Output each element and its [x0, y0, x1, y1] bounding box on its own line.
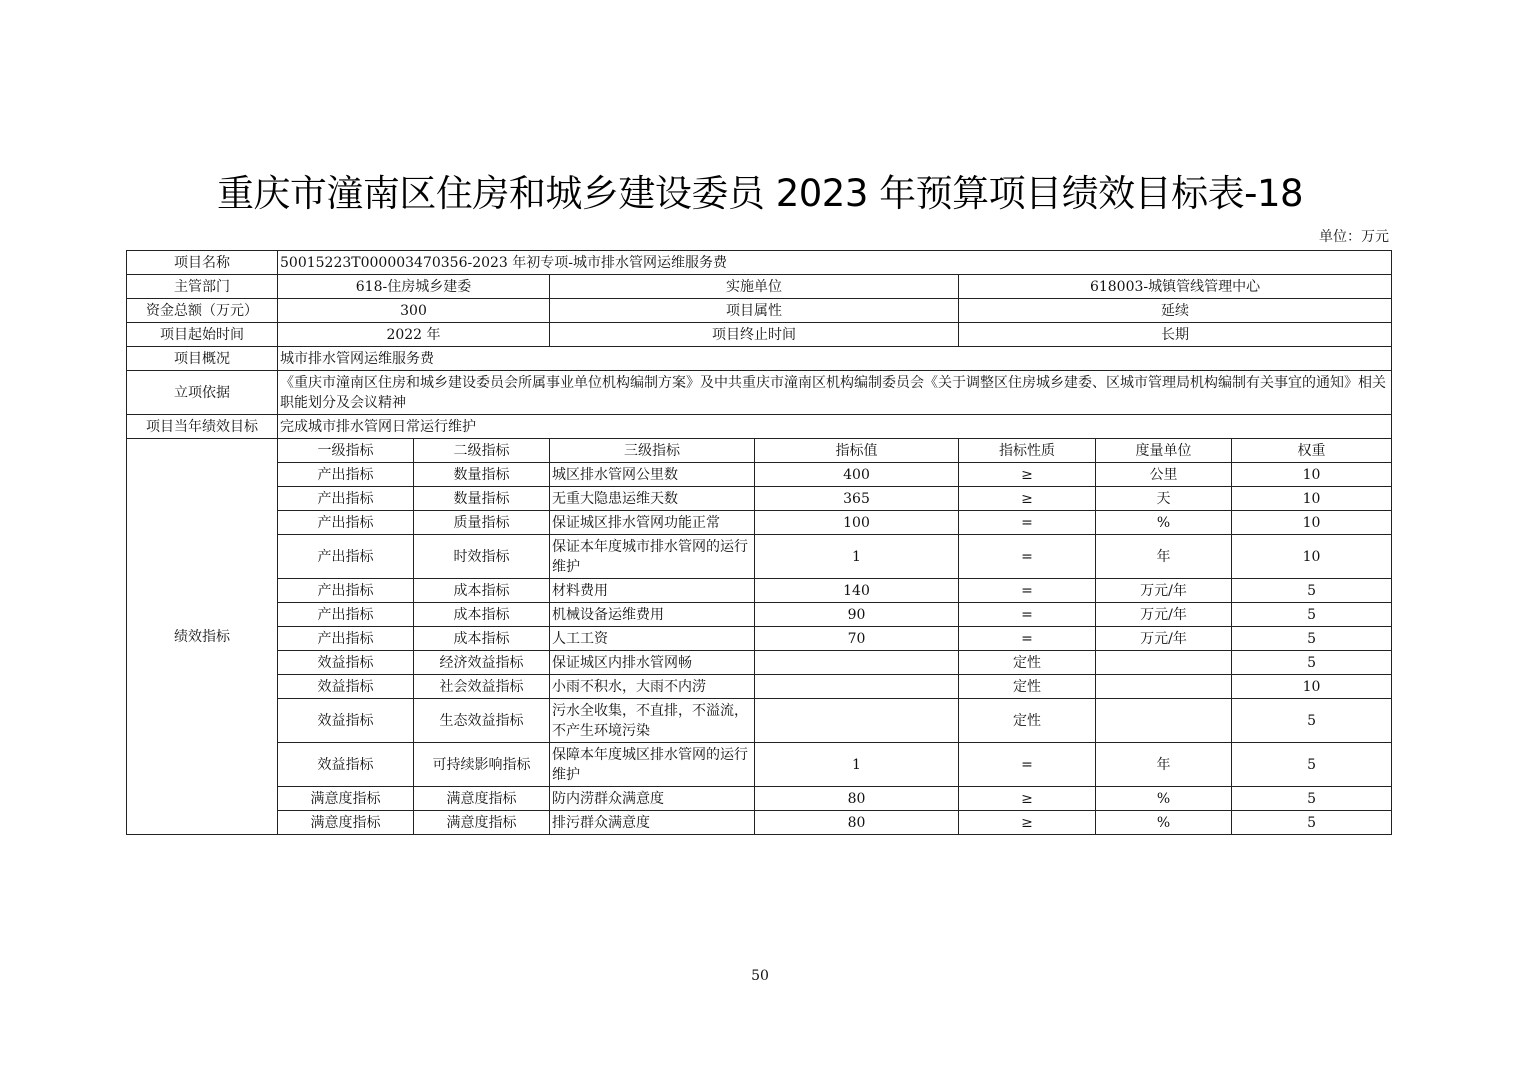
- basis-label: 立项依据: [127, 371, 278, 415]
- table-row: [127, 811, 1392, 835]
- overview-value: 城市排水管网运维服务费: [278, 347, 1392, 371]
- impl-value: 618003-城镇管线管理中心: [959, 275, 1392, 299]
- row-project-name: [127, 251, 1392, 275]
- table-row: [127, 787, 1392, 811]
- level1-cell: 效益指标: [278, 699, 414, 743]
- level1-cell: 产出指标: [278, 535, 414, 579]
- header-nature: 指标性质: [959, 439, 1096, 463]
- performance-table: [126, 250, 1392, 835]
- value-cell: 400: [755, 463, 959, 487]
- table-row: [127, 651, 1392, 675]
- unit-cell: [1096, 675, 1232, 699]
- table-row: [127, 511, 1392, 535]
- attr-label: 项目属性: [550, 299, 959, 323]
- page-number: 50: [751, 968, 769, 984]
- dept-label: 主管部门: [127, 275, 278, 299]
- value-cell: 140: [755, 579, 959, 603]
- table-row: [127, 743, 1392, 787]
- unit-label: 单位：万元: [1319, 229, 1389, 245]
- impl-label: 实施单位: [550, 275, 959, 299]
- header-unit: 度量单位: [1096, 439, 1232, 463]
- nature-cell: ≥: [959, 487, 1096, 511]
- level2-cell: 成本指标: [414, 579, 550, 603]
- level1-cell: 产出指标: [278, 579, 414, 603]
- unit-cell: %: [1096, 787, 1232, 811]
- level3-cell: 保证城区排水管网功能正常: [550, 511, 755, 535]
- weight-cell: 5: [1232, 811, 1392, 835]
- weight-cell: 10: [1232, 535, 1392, 579]
- nature-cell: =: [959, 535, 1096, 579]
- value-cell: [755, 699, 959, 743]
- nature-cell: ≥: [959, 787, 1096, 811]
- table-row: [127, 535, 1392, 579]
- unit-cell: [1096, 699, 1232, 743]
- weight-cell: 5: [1232, 787, 1392, 811]
- nature-cell: ≥: [959, 463, 1096, 487]
- nature-cell: =: [959, 627, 1096, 651]
- level3-cell: 保证本年度城市排水管网的运行维护: [550, 535, 755, 579]
- value-cell: [755, 651, 959, 675]
- level3-cell: 小雨不积水，大雨不内涝: [550, 675, 755, 699]
- value-cell: 1: [755, 535, 959, 579]
- level2-cell: 可持续影响指标: [414, 743, 550, 787]
- nature-cell: =: [959, 743, 1096, 787]
- table-row: [127, 463, 1392, 487]
- value-cell: 70: [755, 627, 959, 651]
- nature-cell: ≥: [959, 811, 1096, 835]
- unit-cell: 年: [1096, 535, 1232, 579]
- end-label: 项目终止时间: [550, 323, 959, 347]
- level2-cell: 成本指标: [414, 603, 550, 627]
- level1-cell: 满意度指标: [278, 787, 414, 811]
- value-cell: 100: [755, 511, 959, 535]
- attr-value: 延续: [959, 299, 1392, 323]
- unit-cell: 万元/年: [1096, 579, 1232, 603]
- header-value: 指标值: [755, 439, 959, 463]
- level1-cell: 满意度指标: [278, 811, 414, 835]
- value-cell: 90: [755, 603, 959, 627]
- weight-cell: 5: [1232, 699, 1392, 743]
- nature-cell: 定性: [959, 699, 1096, 743]
- level3-cell: 材料费用: [550, 579, 755, 603]
- table-row: [127, 675, 1392, 699]
- unit-cell: [1096, 651, 1232, 675]
- level2-cell: 时效指标: [414, 535, 550, 579]
- table-row: [127, 627, 1392, 651]
- fund-value: 300: [278, 299, 550, 323]
- level1-cell: 效益指标: [278, 651, 414, 675]
- weight-cell: 5: [1232, 743, 1392, 787]
- nature-cell: 定性: [959, 675, 1096, 699]
- unit-cell: 天: [1096, 487, 1232, 511]
- weight-cell: 5: [1232, 627, 1392, 651]
- header-level3: 三级指标: [550, 439, 755, 463]
- value-cell: 80: [755, 787, 959, 811]
- weight-cell: 10: [1232, 511, 1392, 535]
- level1-cell: 产出指标: [278, 627, 414, 651]
- level2-cell: 社会效益指标: [414, 675, 550, 699]
- row-overview: [127, 347, 1392, 371]
- unit-cell: %: [1096, 811, 1232, 835]
- level2-cell: 满意度指标: [414, 787, 550, 811]
- start-label: 项目起始时间: [127, 323, 278, 347]
- table-row: [127, 699, 1392, 743]
- table-row: [127, 579, 1392, 603]
- header-level2: 二级指标: [414, 439, 550, 463]
- level1-cell: 效益指标: [278, 675, 414, 699]
- level2-cell: 数量指标: [414, 487, 550, 511]
- level1-cell: 产出指标: [278, 603, 414, 627]
- weight-cell: 5: [1232, 603, 1392, 627]
- weight-cell: 5: [1232, 579, 1392, 603]
- nature-cell: =: [959, 579, 1096, 603]
- level1-cell: 产出指标: [278, 511, 414, 535]
- table-row: [127, 603, 1392, 627]
- goal-label: 项目当年绩效目标: [127, 415, 278, 439]
- indicator-header-row: [127, 439, 1392, 463]
- unit-cell: 公里: [1096, 463, 1232, 487]
- row-department: [127, 275, 1392, 299]
- row-fund: [127, 299, 1392, 323]
- level2-cell: 经济效益指标: [414, 651, 550, 675]
- value-cell: 80: [755, 811, 959, 835]
- nature-cell: =: [959, 511, 1096, 535]
- table-row: [127, 487, 1392, 511]
- level1-cell: 效益指标: [278, 743, 414, 787]
- level1-cell: 产出指标: [278, 463, 414, 487]
- end-value: 长期: [959, 323, 1392, 347]
- level3-cell: 防内涝群众满意度: [550, 787, 755, 811]
- value-cell: [755, 675, 959, 699]
- value-cell: 1: [755, 743, 959, 787]
- level3-cell: 城区排水管网公里数: [550, 463, 755, 487]
- level3-cell: 保障本年度城区排水管网的运行维护: [550, 743, 755, 787]
- level2-cell: 数量指标: [414, 463, 550, 487]
- nature-cell: =: [959, 603, 1096, 627]
- nature-cell: 定性: [959, 651, 1096, 675]
- header-level1: 一级指标: [278, 439, 414, 463]
- level2-cell: 生态效益指标: [414, 699, 550, 743]
- project-name-label: 项目名称: [127, 251, 278, 275]
- unit-cell: 万元/年: [1096, 603, 1232, 627]
- indicators-section-label: 绩效指标: [127, 439, 278, 835]
- level3-cell: 保证城区内排水管网畅: [550, 651, 755, 675]
- goal-value: 完成城市排水管网日常运行维护: [278, 415, 1392, 439]
- level1-cell: 产出指标: [278, 487, 414, 511]
- weight-cell: 10: [1232, 463, 1392, 487]
- level2-cell: 满意度指标: [414, 811, 550, 835]
- level2-cell: 成本指标: [414, 627, 550, 651]
- level3-cell: 机械设备运维费用: [550, 603, 755, 627]
- basis-value: 《重庆市潼南区住房和城乡建设委员会所属事业单位机构编制方案》及中共重庆市潼南区机构编制委员会《关于调整区住房城乡建委、区城市管理局机构编制有关事宜的通知》相关职能划分及会议精神: [278, 371, 1392, 415]
- row-basis: [127, 371, 1392, 415]
- unit-cell: 年: [1096, 743, 1232, 787]
- weight-cell: 10: [1232, 675, 1392, 699]
- value-cell: 365: [755, 487, 959, 511]
- header-weight: 权重: [1232, 439, 1392, 463]
- project-name-value: 50015223T000003470356-2023 年初专项-城市排水管网运维服务费: [278, 251, 1392, 275]
- weight-cell: 10: [1232, 487, 1392, 511]
- dept-value: 618-住房城乡建委: [278, 275, 550, 299]
- level3-cell: 污水全收集，不直排，不溢流，不产生环境污染: [550, 699, 755, 743]
- row-goal: [127, 415, 1392, 439]
- level3-cell: 人工工资: [550, 627, 755, 651]
- unit-cell: 万元/年: [1096, 627, 1232, 651]
- row-period: [127, 323, 1392, 347]
- overview-label: 项目概况: [127, 347, 278, 371]
- fund-label: 资金总额（万元）: [127, 299, 278, 323]
- level3-cell: 无重大隐患运维天数: [550, 487, 755, 511]
- unit-cell: %: [1096, 511, 1232, 535]
- start-value: 2022 年: [278, 323, 550, 347]
- level2-cell: 质量指标: [414, 511, 550, 535]
- page-title: 重庆市潼南区住房和城乡建设委员 2023 年预算项目绩效目标表-18: [216, 172, 1304, 215]
- level3-cell: 排污群众满意度: [550, 811, 755, 835]
- weight-cell: 5: [1232, 651, 1392, 675]
